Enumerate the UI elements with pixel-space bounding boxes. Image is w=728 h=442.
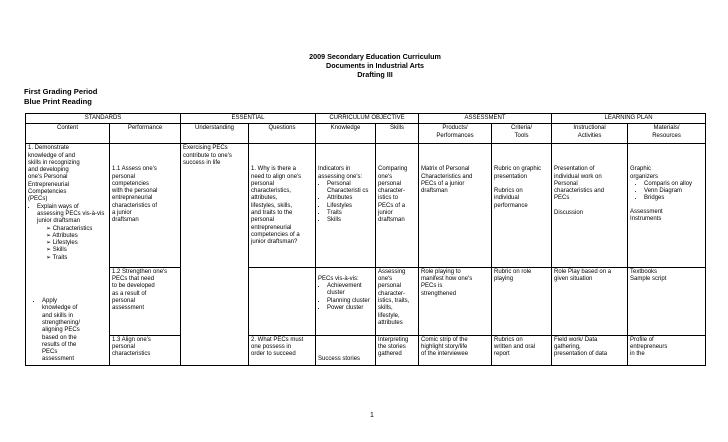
knowledge-item: • Power cluster [327,305,373,312]
col-knowledge: Knowledge [316,124,376,144]
question-empty [249,267,316,335]
materials-item: • Bridges [644,195,703,202]
skills-2: Assessing one's personal character- istics, traits, skills, lifestyle, attributes [376,267,419,335]
group-learning-plan: LEARNING PLAN [552,114,706,124]
arrow-item-traits: ➢ Traits [46,255,107,262]
col-questions: Questions [249,124,316,144]
title-line-3: Drafting III [357,70,393,79]
knowledge-item: • Planning cluster [327,298,373,305]
arrow-item-attributes: ➢ Attributes [46,233,107,240]
arrow-item-lifestyles: ➢ Lifestyles [46,240,107,247]
materials-1-list [630,181,703,203]
understanding-cell: Exercising PECs contribute to one's success in life [181,144,249,365]
criteria-1: Rubric on graphic presentation Rubrics on individual performance [492,144,552,267]
knowledge-item: • Lifestyles [327,203,373,210]
criteria-3: Rubrics on written and oral report [492,335,552,365]
performance-1-3: 1.3 Align one's personal characteristics [110,335,181,365]
col-instructional: Instructional Activities [552,124,628,144]
knowledge-2 [316,267,376,335]
col-understanding: Understanding [181,124,249,144]
skills-1: Comparing one's personal character- istics to PECs of a junior draftsman [376,144,419,267]
group-standards: STANDARDS [26,114,181,124]
table-row [26,144,706,267]
products-2: Role playing to manifest how one's PECs is strengthened [419,267,492,335]
table-row [26,267,706,335]
grading-period: First Grading Period [24,87,98,96]
content-bullet-apply: • Apply knowledge of and skills in strengthening/ aligning PECs based on the results of the PECs assessment [42,298,86,364]
materials-item: • Comparis on alloy [644,181,703,188]
knowledge-2-list [318,283,373,312]
title-line-1: 2009 Secondary Education Curriculum [309,52,441,61]
col-content: Content [26,124,110,144]
question-1: 1. Why is there a need to align one's personal characteristics, attributes, lifestyles, skills, and traits to the personal entrepreneurial competencies of a junior draftsman? [249,144,316,267]
question-2: 2. What PECs must one possess in order to succeed [249,335,316,365]
materials-item: • Venn Diagram [644,188,703,195]
group-assessment: ASSESSMENT [419,114,552,124]
knowledge-2-intro: PECs vis-à-vis: [318,275,359,282]
content-arrow-list [28,226,107,262]
products-3: Comic strip of the highlight story/life of the interviewee [419,335,492,365]
knowledge-1-intro: Indicators in assessing one's: [318,166,363,180]
knowledge-1-list [318,181,373,225]
performance-1-1: 1.1 Assess one's personal competencies with the personal entrepreneurial characteristics of a junior draftsman [110,144,181,267]
instructional-1: Presentation of individual work on Personal characteristics and PECs Discussion [552,144,628,267]
document-title [240,52,510,79]
content-cell [26,144,110,365]
col-criteria: Criteria/ Tools [492,124,552,144]
page-number: 1 [370,412,374,419]
course-topic: Blue Print Reading [24,97,92,106]
col-products: Products/ Performances [419,124,492,144]
skills-3: Interpreting the stories gathered [376,335,419,365]
group-essential: ESSENTIAL [181,114,316,124]
title-line-2: Documents in Industrial Arts [326,61,424,70]
group-objective: CURRICULUM OBJECTIVE [316,114,419,124]
content-bullets-1 [28,204,107,226]
knowledge-1 [316,144,376,267]
knowledge-item: • Achievement cluster [327,283,373,298]
knowledge-item: • Skills [327,217,373,224]
group-header-row [26,114,706,124]
col-skills: Skills [376,124,419,144]
col-performance: Performance [110,124,181,144]
materials-3: Profile of entrepreneurs in the [628,335,706,365]
materials-1-intro: Graphic organizers [630,166,659,180]
curriculum-table [25,113,706,366]
content-bullets-2 [28,298,107,364]
knowledge-item: • Traits [327,210,373,217]
content-bullet-explain: • Explain ways of assessing PECs vis-à-vis junior draftsman [37,204,107,226]
arrow-item-skills: ➢ Skills [46,247,107,254]
materials-1 [628,144,706,267]
instructional-3: Field work/ Data gathering, presentation of data [552,335,628,365]
content-main: 1. Demonstrate knowledge of and skills in recognizing and developing one's Personal Entrepreneurial Competencies (PECs) [28,145,80,203]
knowledge-3: Success stories [316,335,376,365]
col-materials: Materials/ Resources [628,124,706,144]
table-row [26,335,706,365]
products-1: Matrix of Personal Characteristics and PECs of a junior draftsman [419,144,492,267]
instructional-2: Role Play based on a given situation [552,267,628,335]
criteria-2: Rubric on role playing [492,267,552,335]
column-header-row [26,124,706,144]
performance-1-2: 1.2 Strengthen one's PECs that need to be developed as a result of personal assessment [110,267,181,335]
knowledge-item: • Personal Characteristi cs [327,181,373,196]
knowledge-item: • Attributes [327,195,373,202]
materials-1-extra: Assessment Instruments [630,208,663,223]
arrow-item-characteristics: ➢ Characteristics [46,226,107,233]
materials-2: Textbooks Sample script [628,267,706,335]
